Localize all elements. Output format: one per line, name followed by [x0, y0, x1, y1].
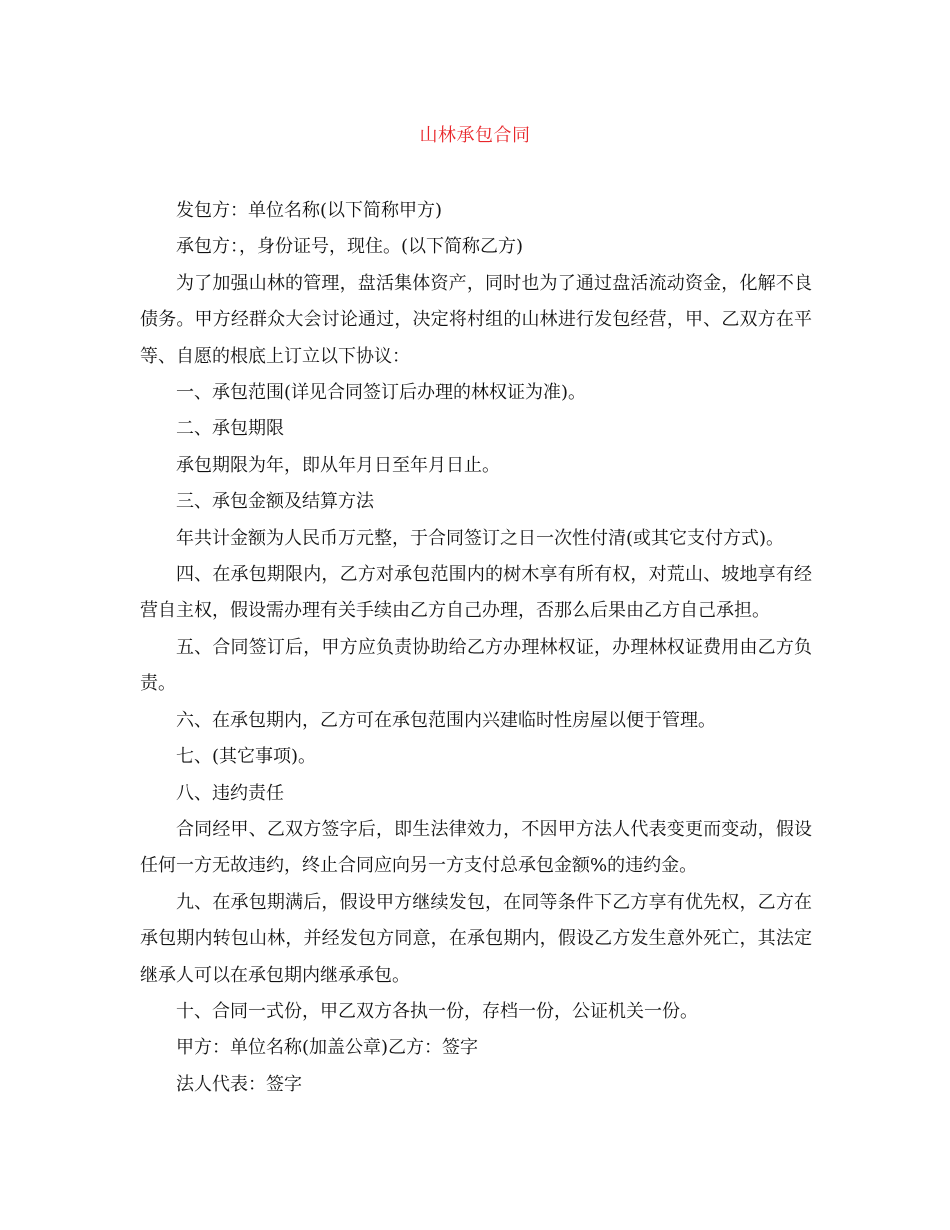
paragraph-scope: 一、承包范围(详见合同签订后办理的林权证为准)。 — [176, 382, 587, 404]
paragraph-term-heading: 二、承包期限 — [176, 418, 284, 440]
paragraph-other-matters: 七、(其它事项)。 — [176, 746, 317, 768]
paragraph-copies: 十、合同一式份，甲乙双方各执一份，存档一份，公证机关一份。 — [176, 1000, 698, 1022]
paragraph-amount-heading: 三、承包金额及结算方法 — [176, 491, 374, 513]
paragraph-forest-certificate: 五、合同签订后，甲方应负责协助给乙方办理林权证，办理林权证费用由乙方负责。 — [140, 636, 812, 695]
contract-body — [140, 193, 812, 1103]
paragraph-ownership: 四、在承包期限内，乙方对承包范围内的树木享有所有权，对荒山、坡地享有经营自主权，假设需办理有关手续由乙方自己办理，否那么后果由乙方自己承担。 — [140, 564, 812, 622]
paragraph-liability: 合同经甲、乙双方签字后，即生法律效力，不因甲方法人代表变更而变动，假设任何一方无故违约，终止合同应向另一方支付总承包金额%的违约金。 — [140, 818, 812, 877]
paragraph-party-signatures: 甲方：单位名称(加盖公章)乙方：签字 — [176, 1037, 479, 1059]
paragraph-legal-rep: 法人代表：签字 — [176, 1073, 302, 1095]
page-title: 山林承包合同 — [419, 125, 531, 146]
paragraph-preamble: 为了加强山林的管理，盘活集体资产，同时也为了通过盘活流动资金，化解不良债务。甲方经群众大会讨论通过，决定将村组的山林进行发包经营，甲、乙双方在平等、自愿的根底上订立以下协议： — [140, 272, 812, 367]
paragraph-liability-heading: 八、违约责任 — [176, 782, 284, 804]
paragraph-term: 承包期限为年，即从年月日至年月日止。 — [176, 454, 500, 476]
paragraph-renewal: 九、在承包期满后，假设甲方继续发包，在同等条件下乙方享有优先权，乙方在承包期内转包山林，并经发包方同意，在承包期内，假设乙方发生意外死亡，其法定继承人可以在承包期内继承承包。 — [140, 891, 812, 986]
paragraph-contractor: 承包方：，身份证号，现住。(以下简称乙方) — [176, 236, 524, 258]
paragraph-housing: 六、在承包期内，乙方可在承包范围内兴建临时性房屋以便于管理。 — [176, 709, 716, 731]
paragraph-amount: 年共计金额为人民币万元整，于合同签订之日一次性付清(或其它支付方式)。 — [176, 527, 785, 549]
paragraph-issuer: 发包方：单位名称(以下简称甲方) — [176, 200, 443, 221]
